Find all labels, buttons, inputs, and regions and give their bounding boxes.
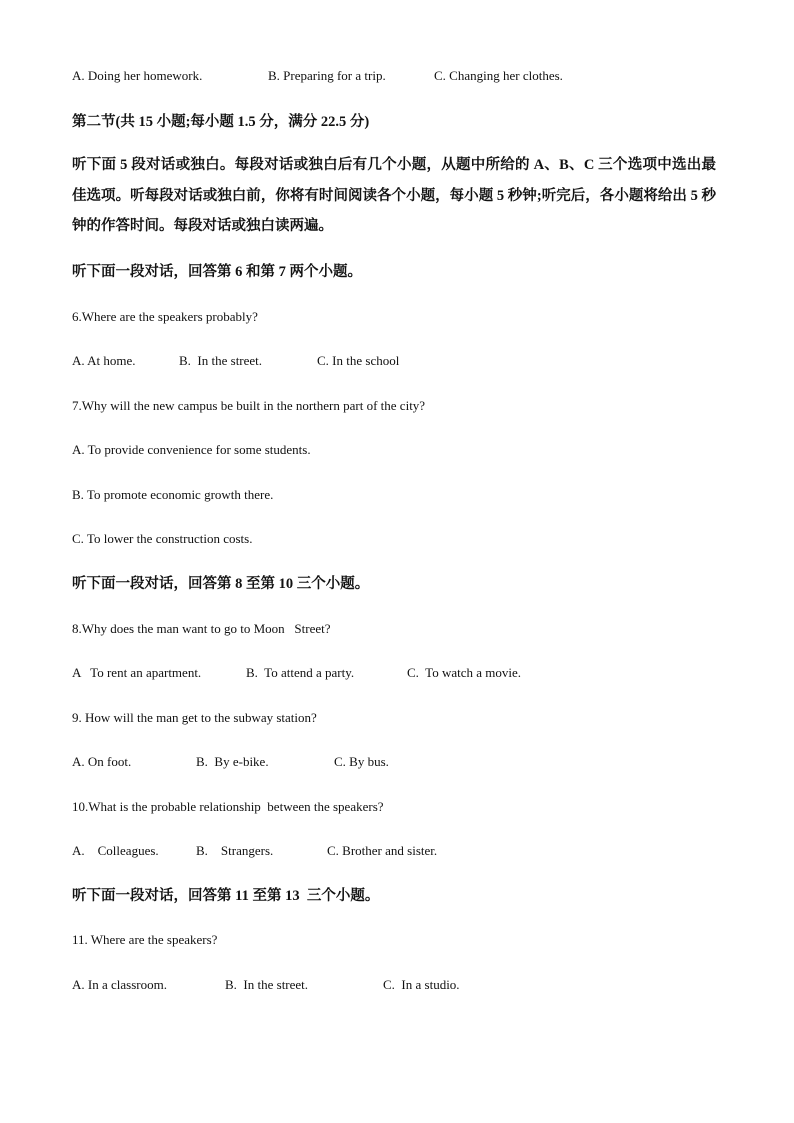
q7-option-b: B. To promote economic growth there. [72,487,274,502]
q10-option-b: B. Strangers. [196,843,274,858]
q8-option-c: C. To watch a movie. [407,665,522,680]
q5-option-c: C. Changing her clothes. [434,68,563,83]
question-6: 6.Where are the speakers probably? [72,309,258,324]
q7-option-a: A. To provide convenience for some students. [72,442,311,457]
q9-option-b: B. By e-bike. [196,754,269,769]
q11-option-b: B. In the street. [225,977,309,992]
q8-option-a: A To rent an apartment. [72,665,202,680]
q6-option-a: A. At home. [72,353,136,368]
q11-option-a: A. In a classroom. [72,977,167,992]
q8-option-b: B. To attend a party. [246,665,355,680]
q6-option-b: B. In the street. [179,353,263,368]
section-instructions: 听下面 5 段对话或独白。每段对话或独白后有几个小题，从题中所给的 A、B、C 三个选项中选出最佳选项。听每段对话或独白前，你将有时间阅读各个小题，每小题 5 秒钟;听完后，各小题将给出 5 秒钟的作答时间。每段对话或独白读两遍。 [72,157,716,234]
q9-option-a: A. On foot. [72,754,132,769]
question-7: 7.Why will the new campus be built in the northern part of the city? [72,398,426,413]
question-8: 8.Why does the man want to go to Moon Street? [72,621,331,636]
q10-option-a: A. Colleagues. [72,843,159,858]
q5-option-b: B. Preparing for a trip. [268,68,386,83]
group-intro-6-7: 听下面一段对话，回答第 6 和第 7 两个小题。 [72,264,362,280]
q11-option-c: C. In a studio. [383,977,460,992]
q7-option-c: C. To lower the construction costs. [72,531,253,546]
section-heading: 第二节(共 15 小题;每小题 1.5 分，满分 22.5 分) [72,114,370,130]
question-10: 10.What is the probable relationship between the speakers? [72,799,384,814]
q5-option-a: A. Doing her homework. [72,68,203,83]
q6-option-c: C. In the school [317,353,400,368]
q10-option-c: C. Brother and sister. [327,843,438,858]
group-intro-11-13: 听下面一段对话，回答第 11 至第 13 三个小题。 [72,888,380,904]
group-intro-8-10: 听下面一段对话，回答第 8 至第 10 三个小题。 [72,576,370,592]
question-11: 11. Where are the speakers? [72,932,218,947]
q9-option-c: C. By bus. [334,754,389,769]
question-9: 9. How will the man get to the subway station? [72,710,317,725]
